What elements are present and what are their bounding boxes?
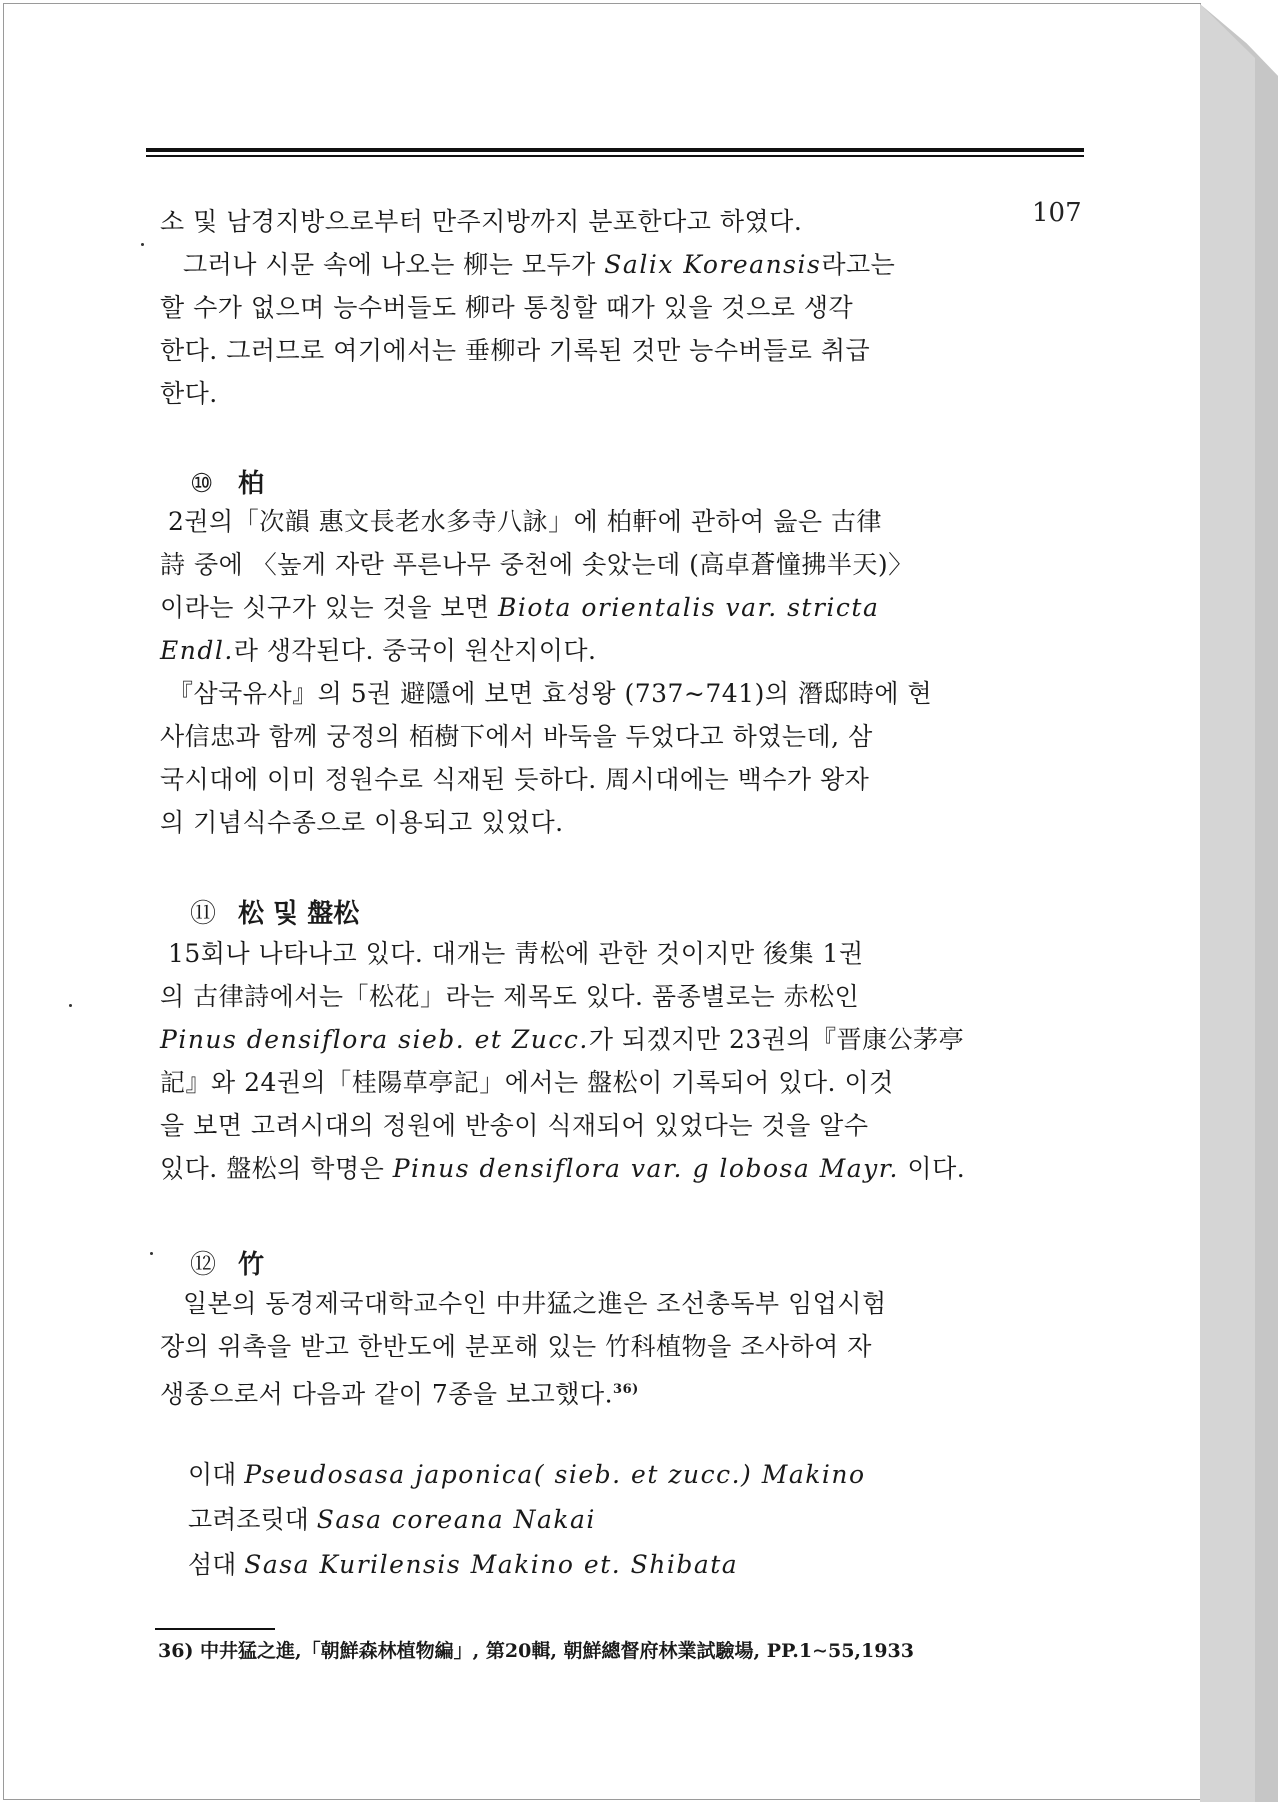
footnote-ref: 36)	[613, 1382, 639, 1397]
scientific-name: Pinus densiflora var. g lobosa Mayr.	[392, 1154, 899, 1183]
header-rule-thin	[146, 155, 1084, 157]
scan-speck	[141, 243, 144, 246]
text-line: 사信忠과 함께 궁정의 栢樹下에서 바둑을 두었다고 하였는데, 삼	[160, 722, 873, 751]
list-item: 고려조릿대 Sasa coreana Nakai	[188, 1505, 596, 1534]
text-line: 한다.	[160, 379, 218, 408]
scientific-name: Sasa Kurilensis Makino et. Shibata	[244, 1550, 739, 1579]
scientific-name: Sasa coreana Nakai	[316, 1505, 596, 1534]
scientific-name: Pseudosasa japonica( sieb. et zucc.) Makino	[244, 1460, 866, 1489]
section-number: ⑩	[190, 469, 214, 499]
text-line: 일본의 동경제국대학교수인 中井猛之進은 조선총독부 임업시험	[183, 1289, 887, 1318]
section-heading-11	[190, 893, 359, 930]
scientific-name: Endl.	[160, 636, 234, 665]
section-number: ⑪	[190, 899, 217, 929]
text-line: Endl.라 생각된다. 중국이 원산지이다.	[160, 636, 597, 665]
footnote-rule	[155, 1628, 275, 1630]
section-title: 松 및 盤松	[238, 899, 360, 929]
text-line: 한다. 그러므로 여기에서는 垂柳라 기록된 것만 능수버들로 취급	[160, 336, 871, 365]
text-line: 2권의「次韻 惠文長老水多寺八詠」에 柏軒에 관하여 읊은 古律	[168, 507, 882, 536]
scientific-name: Biota orientalis var. stricta	[498, 593, 880, 622]
scientific-name: Salix Koreansis	[604, 250, 822, 279]
text-line: 이라는 싯구가 있는 것을 보면 Biota orientalis var. stricta	[160, 593, 880, 622]
text-line: 그러나 시문 속에 나오는 柳는 모두가 Salix Koreansis라고는	[183, 250, 896, 279]
list-item: 섬대 Sasa Kurilensis Makino et. Shibata	[188, 1550, 739, 1579]
section-heading-10	[190, 463, 264, 500]
text-line: 있다. 盤松의 학명은 Pinus densiflora var. g lobosa Mayr. 이다.	[160, 1154, 966, 1183]
list-item: 이대 Pseudosasa japonica( sieb. et zucc.) Makino	[188, 1460, 866, 1489]
paragraph-pine	[160, 932, 966, 1190]
text-line: 의 古律詩에서는「松花」라는 제목도 있다. 품종별로는 赤松인	[160, 982, 860, 1011]
paragraph-bamboo	[160, 1282, 930, 1411]
text-line: 생종으로서 다음과 같이 7종을 보고했다.$^{36)}$	[160, 1379, 639, 1409]
section-title: 竹	[238, 1250, 265, 1280]
text-line: 장의 위촉을 받고 한반도에 분포해 있는 竹科植物을 조사하여 자	[160, 1332, 872, 1361]
paragraph-cypress	[160, 500, 930, 672]
text-line: 할 수가 없으며 능수버들도 柳라 통칭할 때가 있을 것으로 생각	[160, 293, 854, 322]
footnote: 36) 中井猛之進,「朝鮮森林植物編」, 第20輯, 朝鮮總督府林業試驗場, PP.1∼55,1933	[158, 1640, 914, 1662]
text-line: 소 및 남경지방으로부터 만주지방까지 분포한다고 하였다.	[160, 207, 803, 236]
species-list	[188, 1452, 866, 1587]
text-line: 국시대에 이미 정원수로 식재된 듯하다. 周시대에는 백수가 왕자	[160, 765, 870, 794]
text-line: 記』와 24권의「桂陽草亭記」에서는 盤松이 기록되어 있다. 이것	[160, 1068, 894, 1097]
text-line: 15회나 나타나고 있다. 대개는 靑松에 관한 것이지만 後集 1권	[168, 939, 864, 968]
page-number: 107	[1032, 198, 1082, 228]
text-line: 을 보면 고려시대의 정원에 반송이 식재되어 있었다는 것을 알수	[160, 1111, 869, 1140]
text-line: Pinus densiflora sieb. et Zucc.가 되겠지만 23권의『晋康公茅亭	[160, 1025, 965, 1054]
header-rule-thick	[146, 148, 1084, 152]
paragraph-samguk-yusa	[160, 672, 933, 844]
text-line: 詩 중에 〈높게 자란 푸른나무 중천에 솟았는데 (高卓蒼憧拂半天)〉	[160, 550, 914, 579]
paragraph-willow	[160, 243, 930, 415]
section-number: ⑫	[190, 1250, 217, 1280]
scan-speck	[150, 1252, 153, 1255]
scientific-name: Pinus densiflora sieb. et Zucc.	[160, 1025, 589, 1054]
section-heading-12	[190, 1244, 264, 1281]
section-title: 柏	[238, 469, 265, 499]
paragraph-continuation	[160, 200, 930, 243]
text-line: 의 기념식수종으로 이용되고 있었다.	[160, 808, 564, 837]
page-stack-edge-inner	[1200, 4, 1255, 1802]
scan-speck	[69, 1004, 72, 1007]
text-line: 『삼국유사』의 5권 避隱에 보면 효성왕 (737∼741)의 潛邸時에 현	[168, 679, 933, 708]
